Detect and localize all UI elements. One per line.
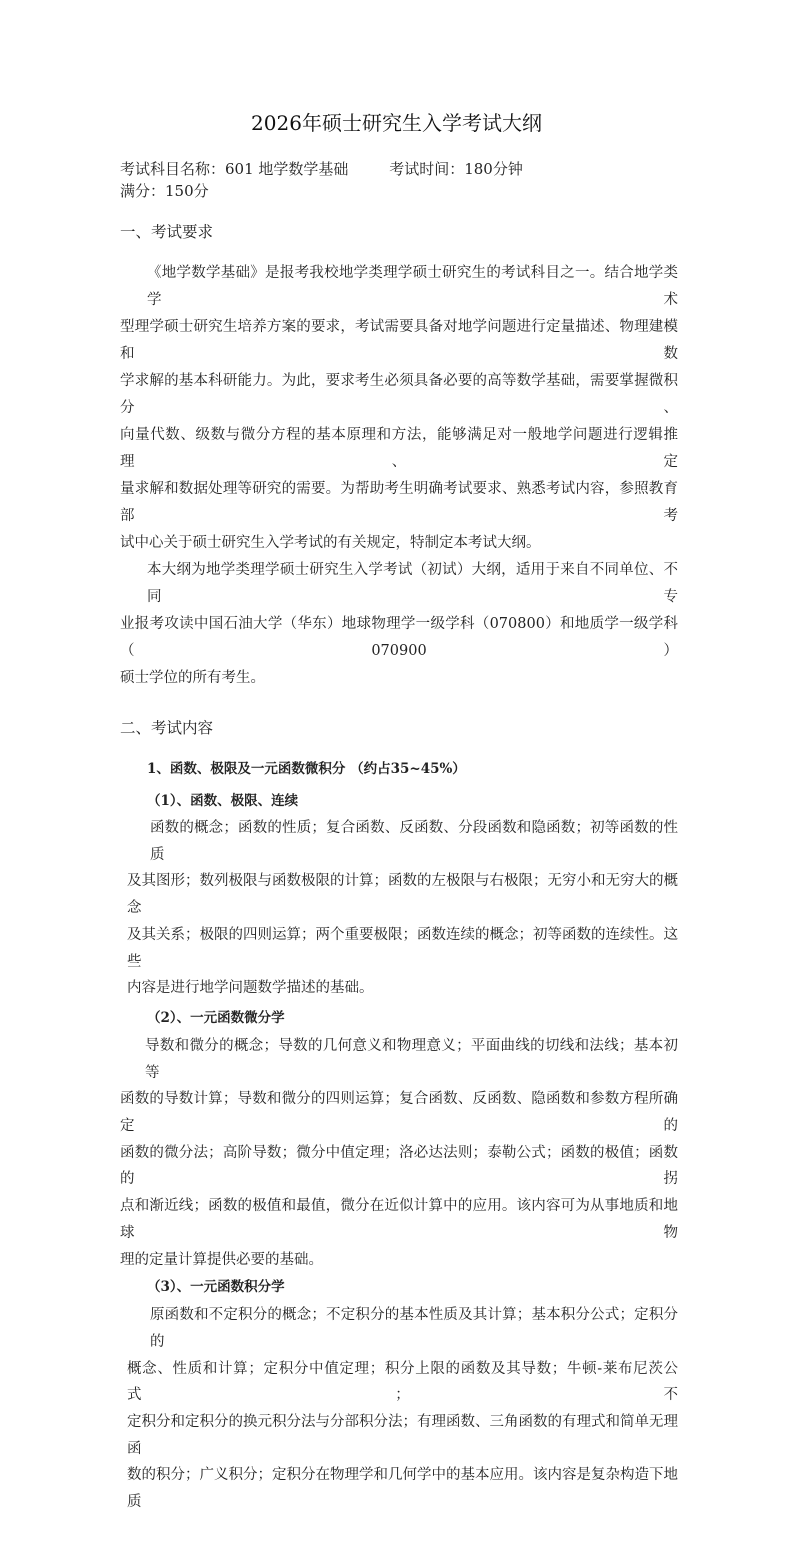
paragraph-line: 业报考攻读中国石油大学（华东）地球物理学一级学科（070800）和地质学一级学科（070900） <box>120 616 678 659</box>
paragraph-line: 函数的概念；函数的性质；复合函数、反函数、分段函数和隐函数；初等函数的性质 <box>150 820 678 863</box>
paragraph-line: 内容是进行地学问题数学描述的基础。 <box>127 980 374 997</box>
paragraph-line: 及其关系；极限的四则运算；两个重要极限；函数连续的概念；初等函数的连续性。这些 <box>127 926 678 970</box>
section-heading-requirements: 一、考试要求 <box>120 223 214 241</box>
paragraph-line: 型理学硕士研究生培养方案的要求，考试需要具备对地学问题进行定量描述、物理建模和数 <box>120 319 678 362</box>
subsection-heading: （2）、一元函数微分学 <box>147 1009 285 1026</box>
paragraph-line: 定积分和定积分的换元积分法与分部积分法；有理函数、三角函数的有理式和简单无理函 <box>127 1414 678 1457</box>
subsection-3 <box>120 1276 678 1516</box>
paragraph-line: 硕士学位的所有考生。 <box>120 670 265 686</box>
paragraph-line: 函数的导数计算；导数和微分的四则运算；复合函数、反函数、隐函数和参数方程所确定的 <box>120 1091 678 1135</box>
paragraph-line: 《地学数学基础》是报考我校地学类理学硕士研究生的考试科目之一。结合地学类学术 <box>147 265 678 308</box>
paragraph-requirements <box>120 260 678 557</box>
subject-name: 考试科目名称：601 地学数学基础 <box>120 160 349 178</box>
paragraph-scope <box>120 557 678 692</box>
subsection-heading: （3）、一元函数积分学 <box>147 1279 285 1296</box>
paragraph-line: 概念、性质和计算；定积分中值定理；积分上限的函数及其导数；牛顿-莱布尼茨公式；不 <box>127 1360 678 1404</box>
paragraph-line: 试中心关于硕士研究生入学考试的有关规定，特制定本考试大纲。 <box>120 535 541 551</box>
paragraph-line: 理的定量计算提供必要的基础。 <box>120 1251 323 1268</box>
document-title: 2026年硕士研究生入学考试大纲 <box>251 111 542 135</box>
section-heading-content: 二、考试内容 <box>120 719 214 737</box>
paragraph-line: 原函数和不定积分的概念；不定积分的基本性质及其计算；基本积分公式；定积分的 <box>150 1307 678 1350</box>
paragraph-line: 及其图形；数列极限与函数极限的计算；函数的左极限与右极限；无穷小和无穷大的概念 <box>127 873 678 917</box>
part-heading: 1、函数、极限及一元函数微积分 （约占35~45%） <box>147 761 466 777</box>
subsection-heading: （1）、函数、极限、连续 <box>147 793 299 809</box>
paragraph-line: 数的积分；广义积分；定积分在物理学和几何学中的基本应用。该内容是复杂构造下地质 <box>127 1467 678 1511</box>
paragraph-line: 导数和微分的概念；导数的几何意义和物理意义；平面曲线的切线和法线；基本初等 <box>145 1037 678 1081</box>
subsection-1 <box>120 790 678 1002</box>
exam-time: 考试时间：180分钟 <box>389 160 523 178</box>
full-score: 满分：150分 <box>120 182 209 200</box>
document-page <box>0 108 793 1556</box>
paragraph-line: 量求解和数据处理等研究的需要。为帮助考生明确考试要求、熟悉考试内容，参照教育部考 <box>120 481 678 524</box>
paragraph-line: 函数的微分法；高阶导数；微分中值定理；洛必达法则；泰勒公式；函数的极值；函数的拐 <box>120 1144 678 1188</box>
paragraph-line: 本大纲为地学类理学硕士研究生入学考试（初试）大纲，适用于来自不同单位、不同专 <box>147 562 678 605</box>
paragraph-line: 点和渐近线；函数的极值和最值，微分在近似计算中的应用。该内容可为从事地质和地球物 <box>120 1198 678 1241</box>
subsection-2 <box>120 1007 678 1273</box>
exam-info <box>120 158 678 202</box>
paragraph-line: 向量代数、级数与微分方程的基本原理和方法，能够满足对一般地学问题进行逻辑推理、定 <box>120 427 678 470</box>
paragraph-line: 学求解的基本科研能力。为此，要求考生必须具备必要的高等数学基础，需要掌握微积分、 <box>120 373 678 416</box>
